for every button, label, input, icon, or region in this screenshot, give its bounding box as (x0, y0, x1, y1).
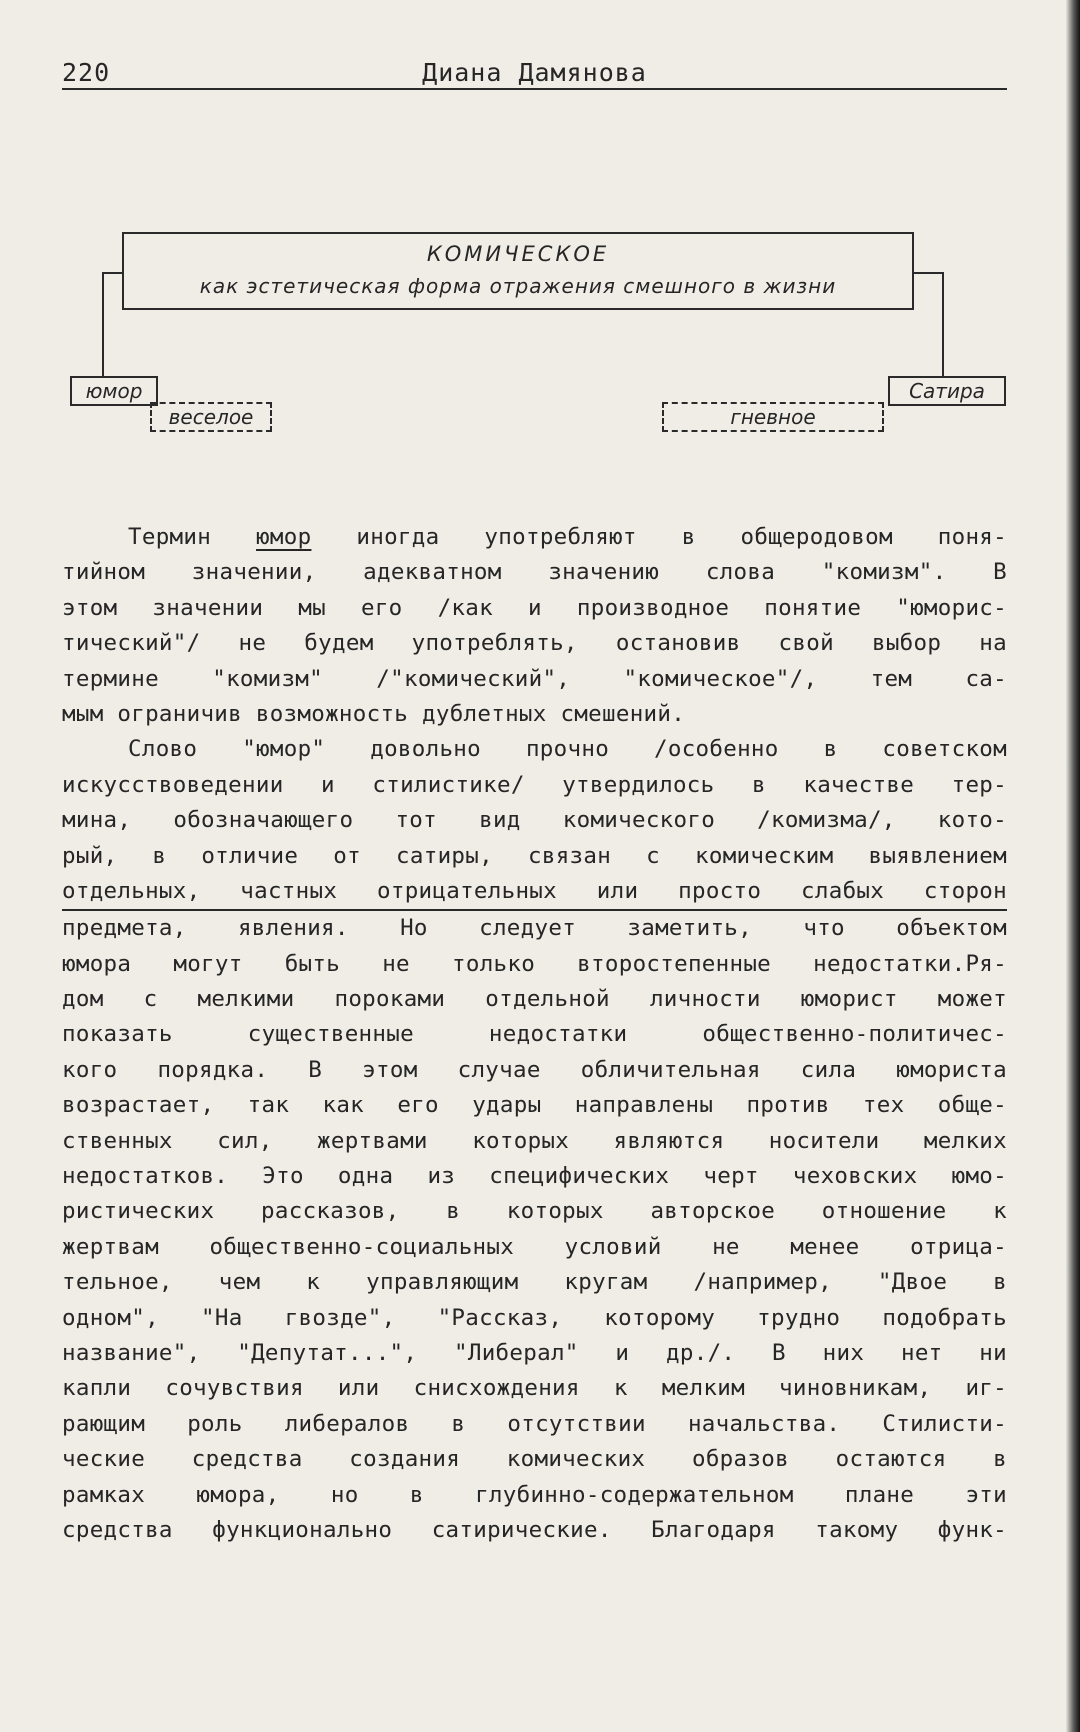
text-line-underlined: отдельных, частных отрицательных или просто слабых сторон (62, 874, 1007, 911)
diagram-root-box (122, 232, 914, 310)
node-cheerful: веселое (150, 402, 272, 432)
connector-left-vertical (102, 272, 104, 378)
text-line: возрастает, так как его удары направлены против тех обще- (62, 1092, 1007, 1119)
concept-diagram (0, 0, 1080, 460)
text-line: ристических рассказов, в которых авторское отношение к (62, 1198, 1007, 1225)
diagram-subtitle: как эстетическая форма отражения смешного в жизни (199, 274, 837, 298)
text-line: жертвам общественно-социальных условий не менее отрица- (62, 1233, 1007, 1260)
page-number: 220 (62, 58, 111, 87)
text-line: рый, в отличие от сатиры, связан с комическим выявлением (62, 842, 1007, 869)
text-line: дом с мелкими пороками отдельной личности юморист может (62, 986, 1007, 1013)
text-line: недостатков. Это одна из специфических черт чеховских юмо- (62, 1163, 1007, 1190)
connector-left-horizontal (102, 272, 122, 274)
text-line: мым ограничив возможность дублетных смешений. (62, 700, 686, 727)
node-angry: гневное (662, 402, 884, 432)
node-satire: Сатира (888, 376, 1006, 406)
text-line: ственных сил, жертвами которых являются носители мелких (62, 1127, 1007, 1154)
paragraph-2 (62, 732, 1007, 1548)
node-humor: юмор (70, 376, 158, 406)
text-line: капли сочувствия или снисхождения к мелким чиновникам, иг- (62, 1375, 1007, 1402)
text-line: Термин юмор иногда употребляют в общеродовом поня- (128, 524, 1007, 550)
text-line: тельное, чем к управляющим кругам /например, "Двое в (62, 1269, 1007, 1296)
text-line: кого порядка. В этом случае обличительная сила юмориста (62, 1056, 1007, 1083)
text-line: ческие средства создания комических образов остаются в (62, 1446, 1007, 1473)
text-line: мина, обозначающего тот вид комического /комизма/, кото- (62, 807, 1007, 834)
text-line: рающим роль либералов в отсутствии начальства. Стилисти- (62, 1410, 1007, 1437)
text-line: показать существенные недостатки общественно-политичес- (62, 1021, 1007, 1048)
text-line: юмора могут быть не только второстепенные недостатки.Ря- (62, 950, 1007, 977)
running-title: Диана Дамянова (422, 58, 647, 87)
connector-right-vertical (942, 272, 944, 378)
text-line: этом значении мы его /как и производное понятие "юморис- (62, 594, 1007, 621)
text-line: предмета, явления. Но следует заметить, что объектом (62, 915, 1007, 942)
text-line: тийном значении, адекватном значению слова "комизм". В (62, 559, 1007, 586)
text-line: Слово "юмор" довольно прочно /особенно в советском (128, 736, 1007, 763)
text-line: термине "комизм" /"комический", "комическое"/, тем са- (62, 665, 1007, 692)
text-line: средства функционально сатирические. Благодаря такому функ- (62, 1516, 1007, 1543)
text-line: название", "Депутат...", "Либерал" и др./. В них нет ни (62, 1339, 1007, 1366)
text-line: искусствоведении и стилистике/ утвердилось в качестве тер- (62, 771, 1007, 798)
paragraph-1 (62, 520, 1007, 732)
diagram-title: КОМИЧЕСКОЕ (426, 242, 610, 266)
underlined-term: юмор (256, 524, 312, 550)
text-line: тический"/ не будем употреблять, остановив свой выбор на (62, 630, 1007, 657)
connector-right-horizontal (914, 272, 944, 274)
text-line: рамках юмора, но в глубинно-содержательном плане эти (62, 1481, 1007, 1508)
text-line: одном", "На гвозде", "Рассказ, которому трудно подобрать (62, 1304, 1007, 1331)
body-text (62, 520, 1007, 1548)
